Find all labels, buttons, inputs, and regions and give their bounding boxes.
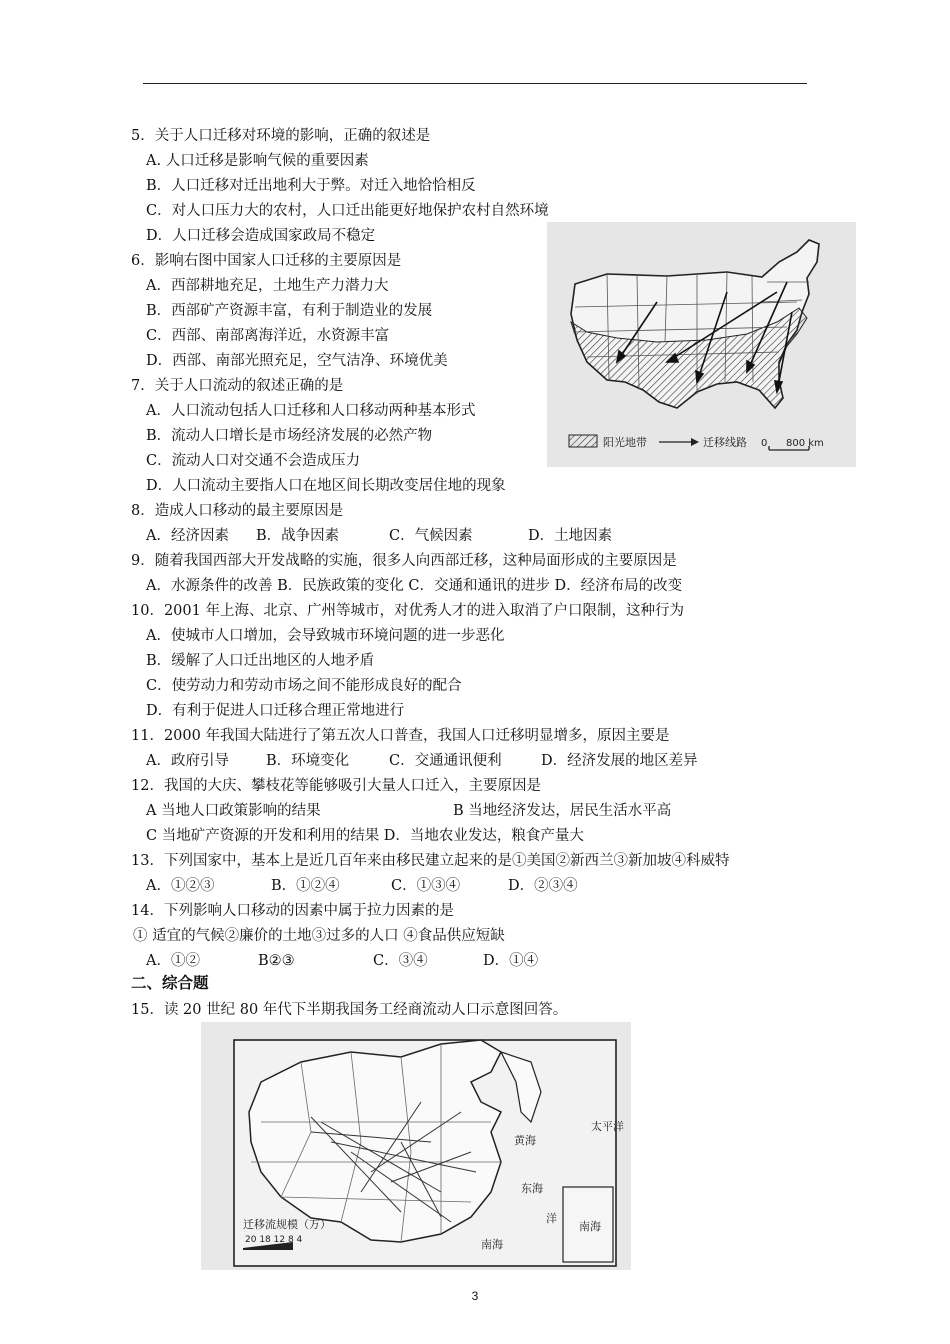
header-rule: [143, 83, 807, 84]
option-q11o-2: C．交通通讯便利: [389, 753, 502, 769]
question-line-q9o: A．水源条件的改善 B．民族政策的变化 C．交通和通讯的进步 D．经济布局的改变: [146, 578, 683, 594]
question-line-q5a: A. 人口迁移是影响气候的重要因素: [146, 153, 369, 169]
question-line-q7d: D．人口流动主要指人口在地区间长期改变居住地的现象: [146, 478, 506, 494]
page-number: 3: [471, 1289, 479, 1303]
question-line-q10b: B．缓解了人口迁出地区的人地矛盾: [146, 653, 375, 669]
question-line-q10d: D．有利于促进人口迁移合理正常地进行: [146, 703, 405, 719]
question-line-q14s: ① 适宜的气候②廉价的土地③过多的人口 ④食品供应短缺: [133, 928, 505, 944]
question-line-q11: 11．2000 年我国大陆进行了第五次人口普查，我国人口迁移明显增多，原因主要是: [131, 728, 670, 744]
question-line-q10a: A．使城市人口增加，会导致城市环境问题的进一步恶化: [146, 628, 505, 644]
question-line-q10: 10．2001 年上海、北京、广州等城市，对优秀人才的进入取消了户口限制，这种行为: [131, 603, 684, 619]
option-q13o-1: B．①②④: [271, 878, 340, 894]
section-heading: 二、综合题: [131, 974, 209, 992]
option-q13o-2: C．①③④: [391, 878, 461, 894]
inset-label: 南海: [579, 1220, 601, 1233]
option-q8o-2: C．气候因素: [389, 528, 473, 544]
option-q13o-3: D．②③④: [508, 878, 578, 894]
question-line-q5d: D．人口迁移会造成国家政局不稳定: [146, 228, 376, 244]
option-q11o-1: B．环境变化: [266, 753, 350, 769]
option-q12ab-0: A 当地人口政策影响的结果: [146, 803, 321, 819]
label-donghai: 东海: [521, 1182, 543, 1195]
option-q13o-0: A．①②③: [146, 878, 215, 894]
question-line-q13: 13．下列国家中，基本上是近几百年来由移民建立起来的是①美国②新西兰③新加坡④科威特: [131, 853, 730, 869]
scale-values: 20 18 12 8 4: [245, 1235, 303, 1245]
legend-sunbelt-label: 阳光地带: [603, 436, 647, 449]
label-taipingyang: 太平洋: [591, 1120, 624, 1133]
label-huanghai: 黄海: [514, 1134, 536, 1147]
question-line-q6a: A．西部耕地充足，土地生产力潜力大: [146, 278, 389, 294]
question-line-q6b: B．西部矿产资源丰富，有利于制造业的发展: [146, 303, 433, 319]
option-q12ab-1: B 当地经济发达，居民生活水平高: [453, 803, 672, 819]
question-line-q6d: D．西部、南部光照充足，空气洁净、环境优美: [146, 353, 448, 369]
question-line-q15: 15．读 20 世纪 80 年代下半期我国务工经商流动人口示意图回答。: [131, 1002, 568, 1018]
question-line-q6: 6．影响右图中国家人口迁移的主要原因是: [131, 253, 402, 269]
option-q8o-1: B．战争因素: [256, 528, 340, 544]
option-q11o-3: D．经济发展的地区差异: [541, 753, 698, 769]
scale-value: 800 km: [786, 438, 824, 449]
question-line-q9: 9．随着我国西部大开发战略的实施，很多人向西部迁移，这种局面形成的主要原因是: [131, 553, 677, 569]
question-line-q14: 14．下列影响人口移动的因素中属于拉力因素的是: [131, 903, 454, 919]
question-line-q7c: C．流动人口对交通不会造成压力: [146, 453, 361, 469]
usa-migration-map: [547, 222, 856, 467]
question-line-q5: 5．关于人口迁移对环境的影响，正确的叙述是: [131, 128, 431, 144]
option-q11o-0: A．政府引导: [146, 753, 229, 769]
china-migration-map: [201, 1022, 631, 1270]
option-q14o-1: B②③: [258, 953, 295, 969]
option-q14o-2: C．③④: [373, 953, 428, 969]
legend-route-label: 迁移线路: [703, 436, 747, 449]
question-line-q5c: C．对人口压力大的农村，人口迁出能更好地保护农村自然环境: [146, 203, 549, 219]
option-q14o-3: D．①④: [483, 953, 539, 969]
question-line-q12: 12．我国的大庆、攀枝花等能够吸引大量人口迁入，主要原因是: [131, 778, 541, 794]
question-line-q12c: C 当地矿产资源的开发和利用的结果 D．当地农业发达，粮食产量大: [146, 828, 584, 844]
option-q14o-0: A．①②: [146, 953, 200, 969]
option-q8o-0: A．经济因素: [146, 528, 229, 544]
question-line-q5b: B．人口迁移对迁出地利大于弊。对迁入地恰恰相反: [146, 178, 476, 194]
question-line-q8: 8．造成人口移动的最主要原因是: [131, 503, 344, 519]
scale-title: 迁移流规模（万）: [243, 1218, 331, 1231]
label-yang: 洋: [546, 1212, 557, 1225]
question-line-q6c: C．西部、南部离海洋近，水资源丰富: [146, 328, 390, 344]
question-line-q7b: B．流动人口增长是市场经济发展的必然产物: [146, 428, 433, 444]
scale-zero: 0: [761, 438, 768, 449]
label-nanhai: 南海: [481, 1238, 503, 1251]
question-line-q7a: A．人口流动包括人口迁移和人口移动两种基本形式: [146, 403, 476, 419]
option-q8o-3: D．土地因素: [528, 528, 613, 544]
question-line-q10c: C．使劳动力和劳动市场之间不能形成良好的配合: [146, 678, 462, 694]
question-line-q7: 7．关于人口流动的叙述正确的是: [131, 378, 344, 394]
